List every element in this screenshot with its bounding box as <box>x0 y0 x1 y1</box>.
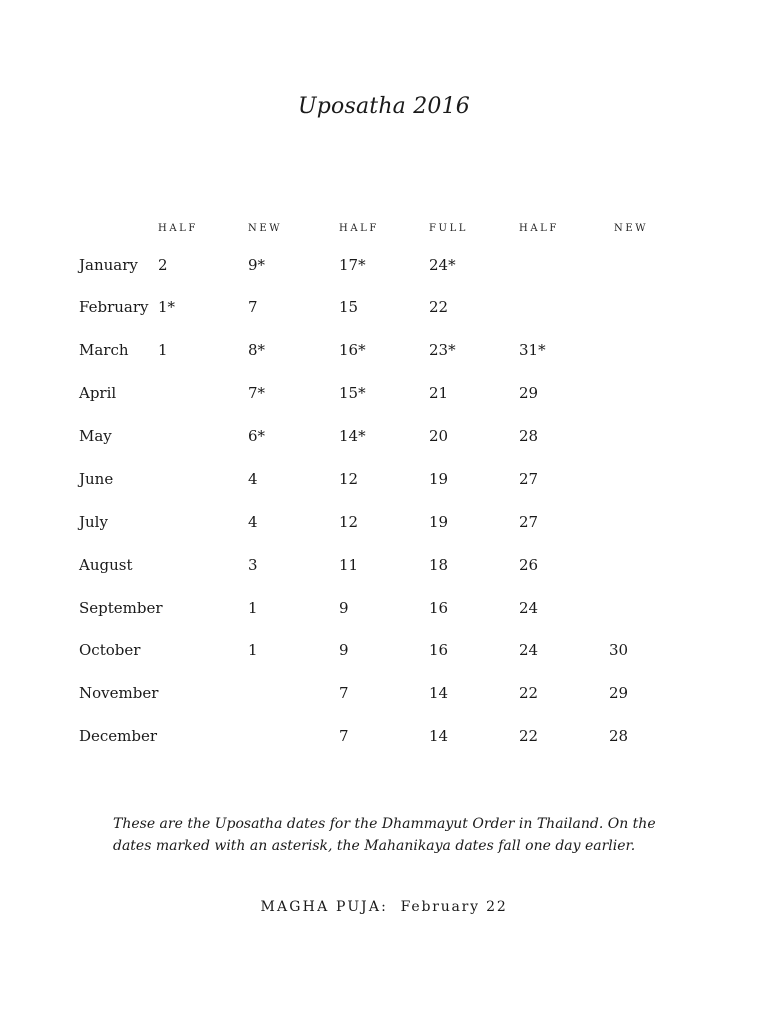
month-label: December <box>79 727 158 745</box>
date-cell: 12 <box>339 470 359 488</box>
date-cell: 7 <box>339 727 349 745</box>
date-cell: 29 <box>609 684 629 702</box>
date-cell: 18 <box>429 556 449 574</box>
date-cell: 11 <box>339 556 359 574</box>
month-label: September <box>79 599 163 617</box>
page-title: Uposatha 2016 <box>298 94 470 119</box>
magha-puja-line <box>0 899 768 915</box>
date-cell: 23* <box>429 341 456 359</box>
magha-puja-date: February 22 <box>400 899 508 915</box>
date-cell: 24 <box>519 599 539 617</box>
date-cell: 1* <box>158 298 176 316</box>
date-cell: 24* <box>429 256 456 274</box>
date-cell: 19 <box>429 513 449 531</box>
date-cell: 9* <box>248 256 266 274</box>
date-cell: 6* <box>248 427 266 445</box>
month-label: February <box>79 298 149 316</box>
date-cell: 28 <box>609 727 629 745</box>
table-row <box>0 556 768 580</box>
date-cell: 1 <box>248 641 258 659</box>
month-label: January <box>79 256 138 274</box>
month-label: November <box>79 684 159 702</box>
date-cell: 7 <box>248 298 258 316</box>
date-cell: 1 <box>248 599 258 617</box>
table-row <box>0 384 768 408</box>
month-label: July <box>79 513 108 531</box>
date-cell: 8* <box>248 341 266 359</box>
date-cell: 15 <box>339 298 359 316</box>
table-row <box>0 641 768 665</box>
month-label: October <box>79 641 141 659</box>
date-cell: 22 <box>519 727 539 745</box>
month-label: April <box>79 384 117 402</box>
date-cell: 15* <box>339 384 366 402</box>
header-new-2: NEW <box>614 223 649 234</box>
table-row <box>0 341 768 365</box>
date-cell: 24 <box>519 641 539 659</box>
date-cell: 7 <box>339 684 349 702</box>
header-new-1: NEW <box>248 223 283 234</box>
date-cell: 12 <box>339 513 359 531</box>
date-cell: 2 <box>158 256 168 274</box>
date-cell: 7* <box>248 384 266 402</box>
header-full: FULL <box>429 223 469 234</box>
footnote: These are the Uposatha dates for the Dhammayut Order in Thailand. On the dates marked with an asterisk, the Mahanikaya dates fall one day earlier. <box>113 816 656 854</box>
date-cell: 16 <box>429 641 449 659</box>
date-cell: 28 <box>519 427 539 445</box>
date-cell: 16* <box>339 341 366 359</box>
date-cell: 1 <box>158 341 168 359</box>
table-row <box>0 684 768 708</box>
date-cell: 27 <box>519 513 539 531</box>
header-half-3: HALF <box>519 223 559 234</box>
table-row <box>0 298 768 322</box>
date-cell: 30 <box>609 641 629 659</box>
date-cell: 20 <box>429 427 449 445</box>
date-cell: 4 <box>248 513 258 531</box>
header-half-2: HALF <box>339 223 379 234</box>
month-label: May <box>79 427 112 445</box>
date-cell: 29 <box>519 384 539 402</box>
month-label: June <box>79 470 114 488</box>
table-row <box>0 513 768 537</box>
date-cell: 17* <box>339 256 366 274</box>
table-row <box>0 470 768 494</box>
table-row <box>0 599 768 623</box>
date-cell: 4 <box>248 470 258 488</box>
date-cell: 9 <box>339 641 349 659</box>
date-cell: 22 <box>519 684 539 702</box>
date-cell: 19 <box>429 470 449 488</box>
date-cell: 22 <box>429 298 449 316</box>
date-cell: 9 <box>339 599 349 617</box>
date-cell: 14 <box>429 727 449 745</box>
month-label: August <box>79 556 133 574</box>
table-row <box>0 727 768 751</box>
date-cell: 3 <box>248 556 258 574</box>
month-label: March <box>79 341 129 359</box>
date-cell: 16 <box>429 599 449 617</box>
date-cell: 26 <box>519 556 539 574</box>
table-row <box>0 427 768 451</box>
date-cell: 27 <box>519 470 539 488</box>
magha-puja-label: MAGHA PUJA: <box>260 899 389 915</box>
date-cell: 14 <box>429 684 449 702</box>
date-cell: 21 <box>429 384 449 402</box>
table-row <box>0 256 768 280</box>
header-half-1: HALF <box>158 223 198 234</box>
date-cell: 31* <box>519 341 546 359</box>
date-cell: 14* <box>339 427 366 445</box>
